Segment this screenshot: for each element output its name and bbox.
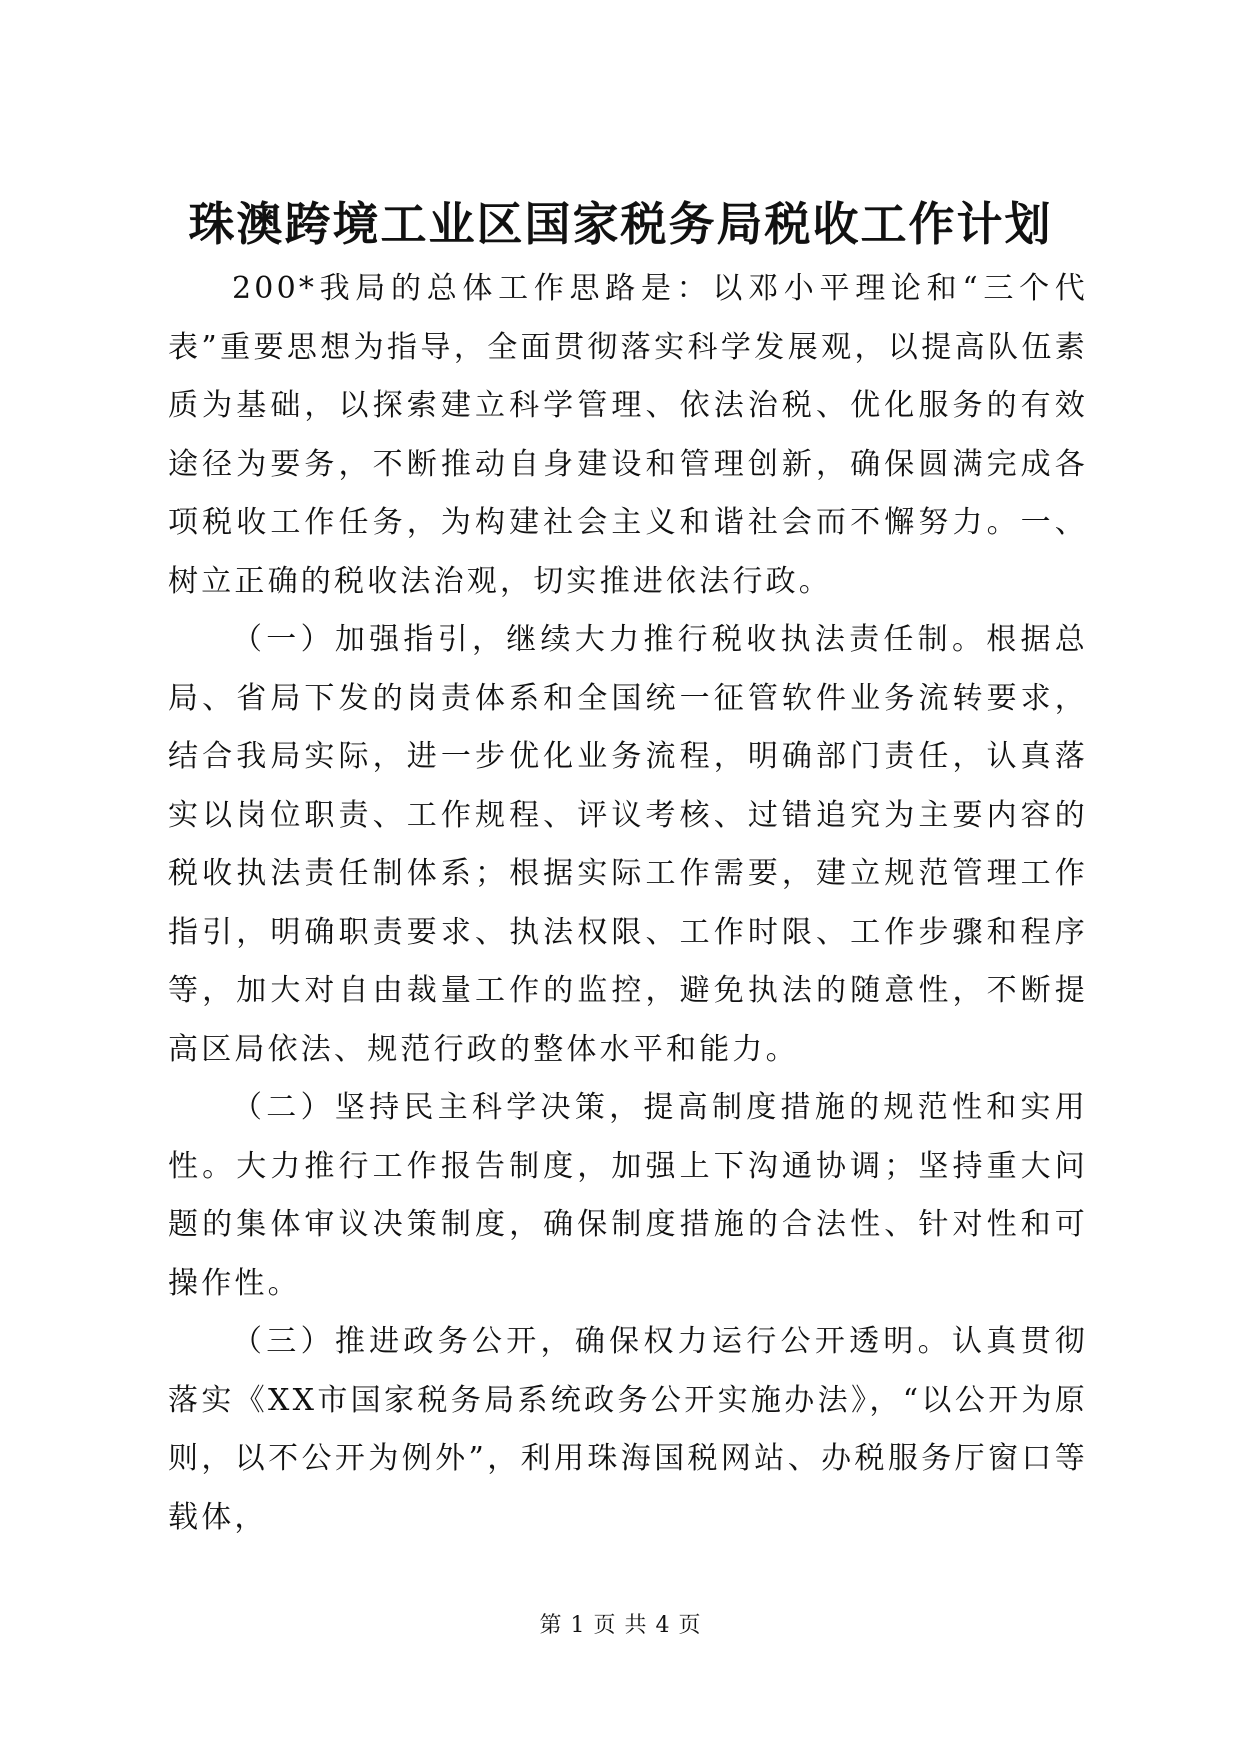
paragraph-overview: 200*我局的总体工作思路是：以邓小平理论和“三个代表”重要思想为指导，全面贯彻落实科学发展观，以提高队伍素质为基础，以探索建立科学管理、依法治税、优化服务的有效途径为要务，不断推动自身建设和管理创新，确保圆满完成各项税收工作任务，为构建社会主义和谐社会而不懈努力。一、树立正确的税收法治观，切实推进依法行政。 (168, 271, 1088, 599)
document-body (168, 260, 1088, 1547)
paragraph-section-1: （一）加强指引，继续大力推行税收执法责任制。根据总局、省局下发的岗责体系和全国统一征管软件业务流转要求，结合我局实际，进一步优化业务流程，明确部门责任，认真落实以岗位职责、工作规程、评议考核、过错追究为主要内容的税收执法责任制体系；根据实际工作需要，建立规范管理工作指引，明确职责要求、执法权限、工作时限、工作步骤和程序等，加大对自由裁量工作的监控，避免执法的随意性，不断提高区局依法、规范行政的整体水平和能力。 (168, 622, 1088, 1067)
paragraph-section-2: （二）坚持民主科学决策，提高制度措施的规范性和实用性。大力推行工作报告制度，加强上下沟通协调；坚持重大问题的集体审议决策制度，确保制度措施的合法性、针对性和可操作性。 (168, 1090, 1088, 1301)
page-number-footer: 第 1 页 共 4 页 (539, 1613, 702, 1638)
paragraph-section-3: （三）推进政务公开，确保权力运行公开透明。认真贯彻落实《XX市国家税务局系统政务公开实施办法》，“以公开为原则，以不公开为例外”，利用珠海国税网站、办税服务厅窗口等载体， (168, 1324, 1088, 1535)
document-title: 珠澳跨境工业区国家税务局税收工作计划 (188, 197, 1053, 251)
